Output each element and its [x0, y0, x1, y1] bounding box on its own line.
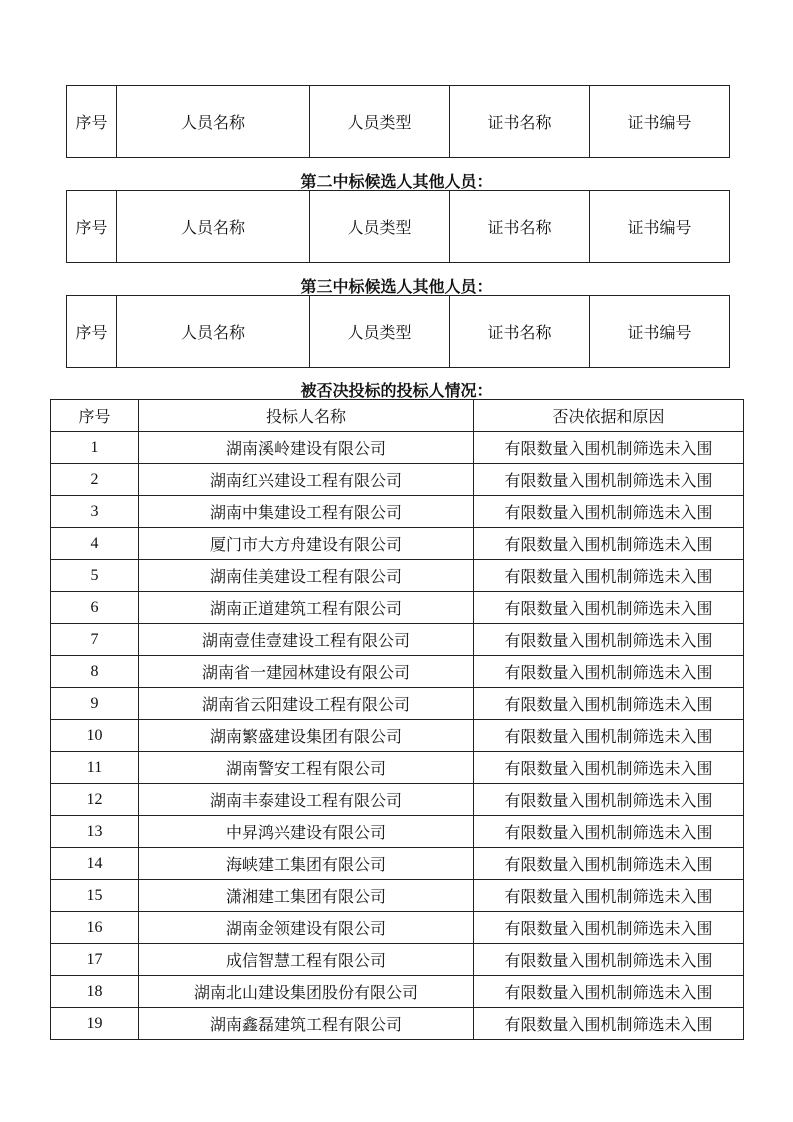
- rejection-reason: 有限数量入围机制筛选未入围: [474, 912, 744, 944]
- rejection-reason: 有限数量入围机制筛选未入围: [474, 784, 744, 816]
- row-index: 9: [51, 688, 139, 720]
- bidder-name: 海峡建工集团有限公司: [139, 848, 474, 880]
- header-cert-name: 证书名称: [450, 296, 590, 368]
- first-candidate-personnel-table: [66, 85, 730, 158]
- table-row: [51, 464, 744, 496]
- second-candidate-title: 第二中标候选人其他人员：: [300, 174, 493, 191]
- rejection-reason: 有限数量入围机制筛选未入围: [474, 464, 744, 496]
- rejected-bidders-table: [50, 399, 744, 1040]
- header-person-name: 人员名称: [117, 86, 310, 158]
- second-candidate-personnel-table: [66, 190, 730, 263]
- table-row: [51, 976, 744, 1008]
- row-index: 3: [51, 496, 139, 528]
- header-cert-number: 证书编号: [590, 86, 730, 158]
- bidder-name: 湖南正道建筑工程有限公司: [139, 592, 474, 624]
- bidder-name: 成信智慧工程有限公司: [139, 944, 474, 976]
- rejection-reason: 有限数量入围机制筛选未入围: [474, 752, 744, 784]
- row-index: 13: [51, 816, 139, 848]
- header-rejection-reason: 否决依据和原因: [474, 400, 744, 432]
- row-index: 5: [51, 560, 139, 592]
- header-cert-name: 证书名称: [450, 191, 590, 263]
- table-row: [51, 656, 744, 688]
- row-index: 1: [51, 432, 139, 464]
- rejection-reason: 有限数量入围机制筛选未入围: [474, 656, 744, 688]
- table-row: [51, 816, 744, 848]
- rejection-reason: 有限数量入围机制筛选未入围: [474, 560, 744, 592]
- row-index: 4: [51, 528, 139, 560]
- rejection-reason: 有限数量入围机制筛选未入围: [474, 592, 744, 624]
- table-row: [51, 784, 744, 816]
- table-row: [51, 560, 744, 592]
- header-cert-name: 证书名称: [450, 86, 590, 158]
- row-index: 10: [51, 720, 139, 752]
- bidder-name: 湖南省云阳建设工程有限公司: [139, 688, 474, 720]
- bidder-name: 湖南溪岭建设有限公司: [139, 432, 474, 464]
- table-row: [51, 496, 744, 528]
- bidder-name: 湖南省一建园林建设有限公司: [139, 656, 474, 688]
- bidder-name: 中昇鸿兴建设有限公司: [139, 816, 474, 848]
- row-index: 14: [51, 848, 139, 880]
- table-row: [51, 912, 744, 944]
- table-header-row: [67, 191, 730, 263]
- row-index: 7: [51, 624, 139, 656]
- bidder-name: 湖南红兴建设工程有限公司: [139, 464, 474, 496]
- table-header-row: [67, 86, 730, 158]
- table-row: [51, 1008, 744, 1040]
- header-person-name: 人员名称: [117, 296, 310, 368]
- bidder-name: 湖南中集建设工程有限公司: [139, 496, 474, 528]
- table-row: [51, 432, 744, 464]
- table-row: [51, 528, 744, 560]
- table-row: [51, 848, 744, 880]
- rejection-reason: 有限数量入围机制筛选未入围: [474, 528, 744, 560]
- table-row: [51, 624, 744, 656]
- table-row: [51, 720, 744, 752]
- bidder-name: 湖南佳美建设工程有限公司: [139, 560, 474, 592]
- bidder-name: 湖南警安工程有限公司: [139, 752, 474, 784]
- bidder-name: 湖南壹佳壹建设工程有限公司: [139, 624, 474, 656]
- table-header-row: [51, 400, 744, 432]
- rejected-bidders-title: 被否决投标的投标人情况：: [300, 383, 493, 400]
- header-index: 序号: [51, 400, 139, 432]
- rejection-reason: 有限数量入围机制筛选未入围: [474, 944, 744, 976]
- header-index: 序号: [67, 191, 117, 263]
- rejection-reason: 有限数量入围机制筛选未入围: [474, 1008, 744, 1040]
- header-index: 序号: [67, 86, 117, 158]
- header-cert-number: 证书编号: [590, 296, 730, 368]
- rejection-reason: 有限数量入围机制筛选未入围: [474, 720, 744, 752]
- bidder-name: 湖南北山建设集团股份有限公司: [139, 976, 474, 1008]
- table-row: [51, 592, 744, 624]
- table-row: [51, 688, 744, 720]
- row-index: 11: [51, 752, 139, 784]
- third-candidate-personnel-table: [66, 295, 730, 368]
- rejection-reason: 有限数量入围机制筛选未入围: [474, 816, 744, 848]
- bidder-name: 湖南鑫磊建筑工程有限公司: [139, 1008, 474, 1040]
- third-candidate-title: 第三中标候选人其他人员：: [300, 279, 493, 296]
- rejection-reason: 有限数量入围机制筛选未入围: [474, 848, 744, 880]
- rejection-reason: 有限数量入围机制筛选未入围: [474, 976, 744, 1008]
- header-person-type: 人员类型: [310, 191, 450, 263]
- bidder-name: 潇湘建工集团有限公司: [139, 880, 474, 912]
- row-index: 6: [51, 592, 139, 624]
- table-row: [51, 880, 744, 912]
- row-index: 17: [51, 944, 139, 976]
- bidder-name: 湖南繁盛建设集团有限公司: [139, 720, 474, 752]
- rejection-reason: 有限数量入围机制筛选未入围: [474, 432, 744, 464]
- row-index: 2: [51, 464, 139, 496]
- rejection-reason: 有限数量入围机制筛选未入围: [474, 496, 744, 528]
- table-row: [51, 752, 744, 784]
- header-person-type: 人员类型: [310, 296, 450, 368]
- rejection-reason: 有限数量入围机制筛选未入围: [474, 624, 744, 656]
- row-index: 19: [51, 1008, 139, 1040]
- row-index: 18: [51, 976, 139, 1008]
- header-person-type: 人员类型: [310, 86, 450, 158]
- header-cert-number: 证书编号: [590, 191, 730, 263]
- rejection-reason: 有限数量入围机制筛选未入围: [474, 688, 744, 720]
- table-header-row: [67, 296, 730, 368]
- header-person-name: 人员名称: [117, 191, 310, 263]
- header-index: 序号: [67, 296, 117, 368]
- bidder-name: 湖南丰泰建设工程有限公司: [139, 784, 474, 816]
- header-bidder-name: 投标人名称: [139, 400, 474, 432]
- rejection-reason: 有限数量入围机制筛选未入围: [474, 880, 744, 912]
- bidder-name: 厦门市大方舟建设有限公司: [139, 528, 474, 560]
- row-index: 8: [51, 656, 139, 688]
- row-index: 15: [51, 880, 139, 912]
- row-index: 16: [51, 912, 139, 944]
- row-index: 12: [51, 784, 139, 816]
- table-row: [51, 944, 744, 976]
- bidder-name: 湖南金领建设有限公司: [139, 912, 474, 944]
